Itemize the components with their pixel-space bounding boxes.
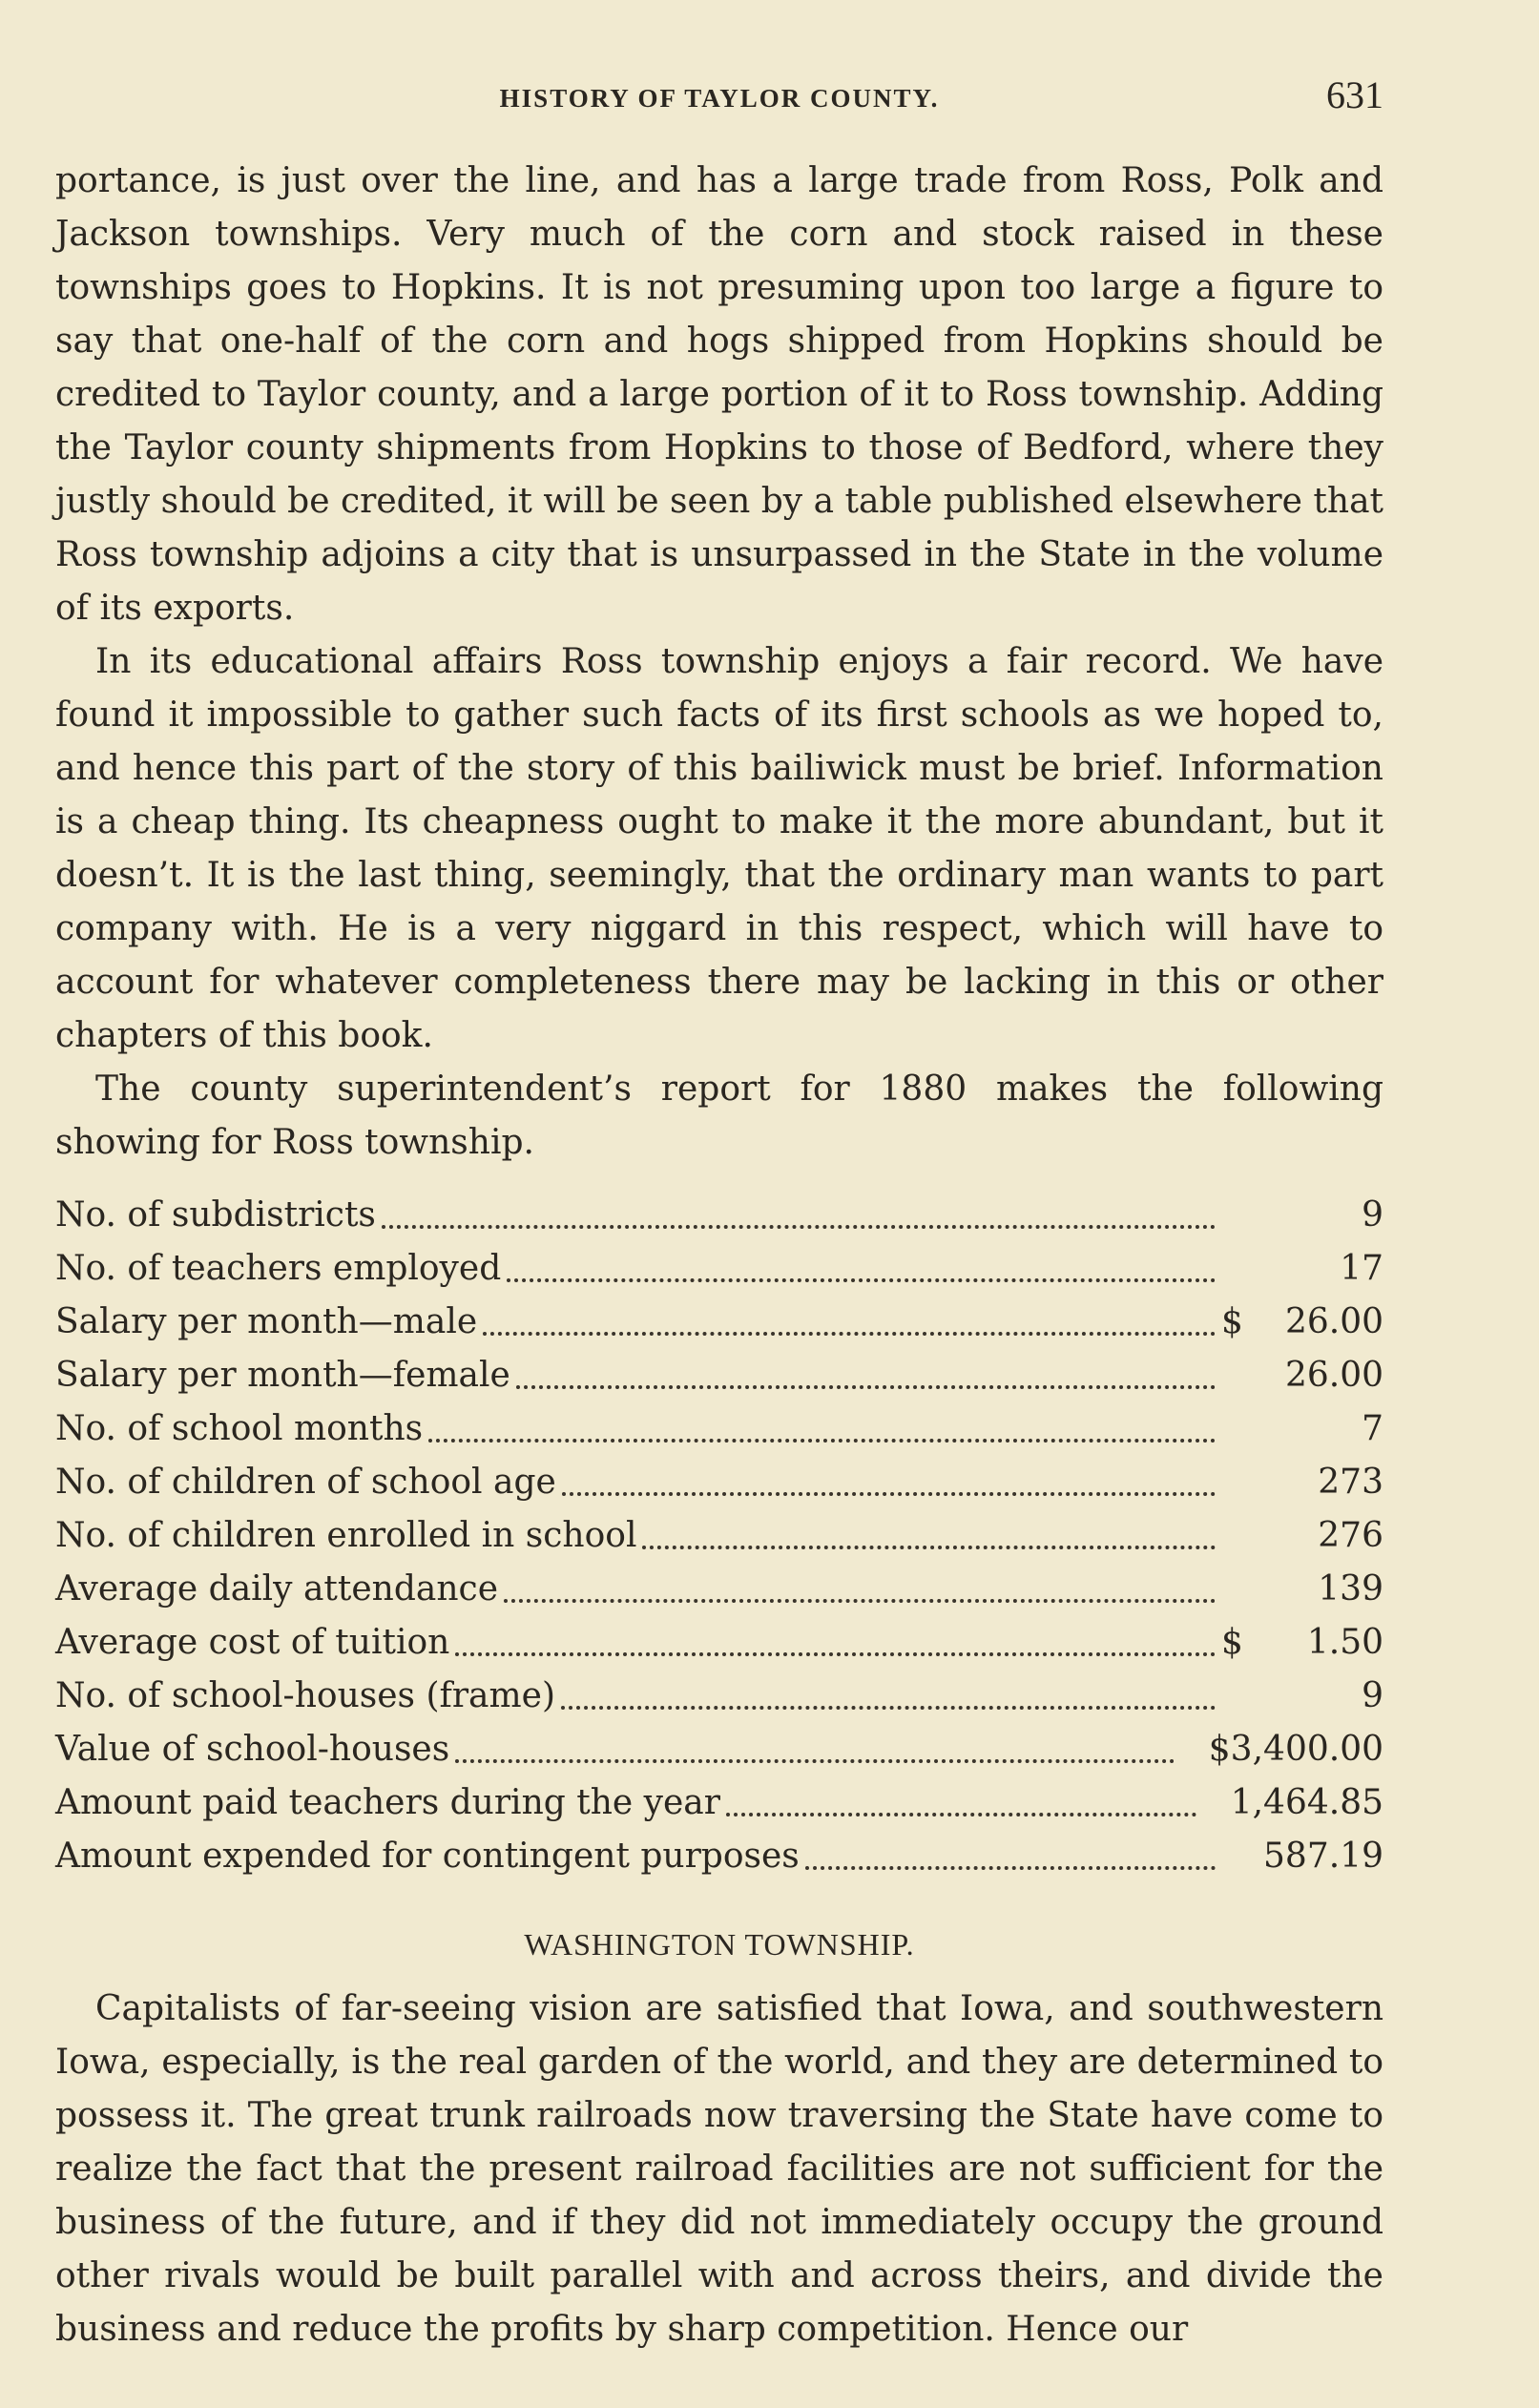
report-label: Average daily attendance	[55, 1569, 499, 1609]
report-row	[55, 1296, 1383, 1349]
dot-leader	[382, 1225, 1216, 1229]
running-header	[55, 73, 1383, 126]
dot-leader	[516, 1385, 1216, 1389]
dot-leader	[504, 1599, 1216, 1603]
paragraph-report-intro: The county superintendent’s report for 1880 makes the following showing for Ross township.	[55, 1069, 1383, 1162]
report-label: No. of teachers employed	[55, 1249, 502, 1288]
report-value: 9	[1362, 1676, 1383, 1715]
report-currency: $	[1221, 1623, 1243, 1662]
dot-leader	[642, 1546, 1216, 1549]
report-row	[55, 1830, 1383, 1883]
report-row	[55, 1776, 1383, 1830]
paragraph-continued: portance, is just over the line, and has a large trade from Ross, Polk and Jackson townships. Very much of the corn and stock raised in these townships goes to Hopkins. It is not presuming upon too large a figure to say that one-half of the corn and hogs shipped from Hopkins should be credited to Taylor county, and a large portion of it to Ross township. Adding the Taylor county shipments from Hopkins to those of Bedford, where they justly should be credited, it will be seen by a table published elsewhere that Ross township adjoins a city that is unsurpassed in the State in the volume of its exports.	[55, 161, 1383, 628]
dot-leader	[507, 1278, 1216, 1282]
page-number: 631	[1326, 73, 1383, 116]
report-label: No. of children of school age	[55, 1463, 556, 1502]
report-value: 9	[1362, 1195, 1383, 1235]
report-value: $3,400.00	[1208, 1730, 1383, 1769]
report-row	[55, 1349, 1383, 1402]
report-value: 587.19	[1263, 1837, 1383, 1876]
report-label: No. of subdistricts	[55, 1195, 376, 1235]
school-report-table	[55, 1189, 1383, 1883]
paragraph-education: In its educational affairs Ross township enjoys a fair record. We have found it impossible to gather such facts of its first schools as we hoped to, and hence this part of the story of this bailiwick must be brief. Information is a cheap thing. Its cheapness ought to make it the more abundant, but it doesn’t. It is the last thing, seemingly, that the ordinary man wants to part company with. He is a very niggard in this respect, which will have to account for whatever completeness there may be lacking in this or other chapters of this book.	[55, 642, 1383, 1055]
report-row	[55, 1509, 1383, 1563]
paragraph-washington: Capitalists of far-seeing vision are satisfied that Iowa, and southwestern Iowa, especially, is the real garden of the world, and they are determined to possess it. The great trunk railroads now traversing the State have come to realize the fact that the present railroad facilities are not sufficient for the business of the future, and if they did not immediately occupy the ground other rivals would be built parallel with and across theirs, and divide the business and reduce the profits by sharp competition. Hence our	[55, 1989, 1383, 2349]
report-row	[55, 1723, 1383, 1776]
report-value: 276	[1318, 1516, 1383, 1555]
dot-leader	[726, 1813, 1196, 1816]
report-row	[55, 1242, 1383, 1296]
dot-leader	[483, 1332, 1216, 1336]
dot-leader	[428, 1439, 1216, 1443]
report-value: 1,464.85	[1230, 1783, 1383, 1822]
dot-leader	[805, 1866, 1216, 1870]
report-currency: $	[1221, 1302, 1243, 1341]
report-row	[55, 1616, 1383, 1670]
running-title: HISTORY OF TAYLOR COUNTY.	[499, 84, 940, 113]
report-row	[55, 1189, 1383, 1242]
report-value: 17	[1340, 1249, 1383, 1288]
report-label: Salary per month—male	[55, 1302, 478, 1341]
report-label: Average cost of tuition	[55, 1623, 450, 1662]
report-row	[55, 1670, 1383, 1723]
report-row	[55, 1563, 1383, 1616]
report-label: Amount paid teachers during the year	[55, 1783, 720, 1822]
report-value: 1.50	[1306, 1623, 1383, 1662]
report-label: Amount expended for contingent purposes	[55, 1837, 800, 1876]
report-value: 26.00	[1284, 1356, 1383, 1395]
dot-leader	[455, 1652, 1216, 1656]
dot-leader	[455, 1759, 1175, 1763]
dot-leader	[561, 1706, 1216, 1710]
report-value: 139	[1318, 1569, 1383, 1609]
page-body	[55, 155, 1383, 2356]
report-row	[55, 1456, 1383, 1509]
section-heading: WASHINGTON TOWNSHIP.	[524, 1927, 915, 1962]
report-value: 273	[1318, 1463, 1383, 1502]
dot-leader	[562, 1492, 1216, 1496]
report-row	[55, 1402, 1383, 1456]
report-value: 7	[1362, 1409, 1383, 1448]
report-label: No. of school-houses (frame)	[55, 1676, 555, 1715]
report-label: Value of school-houses	[55, 1730, 450, 1769]
report-label: No. of children enrolled in school	[55, 1516, 637, 1555]
report-label: No. of school months	[55, 1409, 424, 1448]
report-label: Salary per month—female	[55, 1356, 510, 1395]
report-value: 26.00	[1284, 1302, 1383, 1341]
